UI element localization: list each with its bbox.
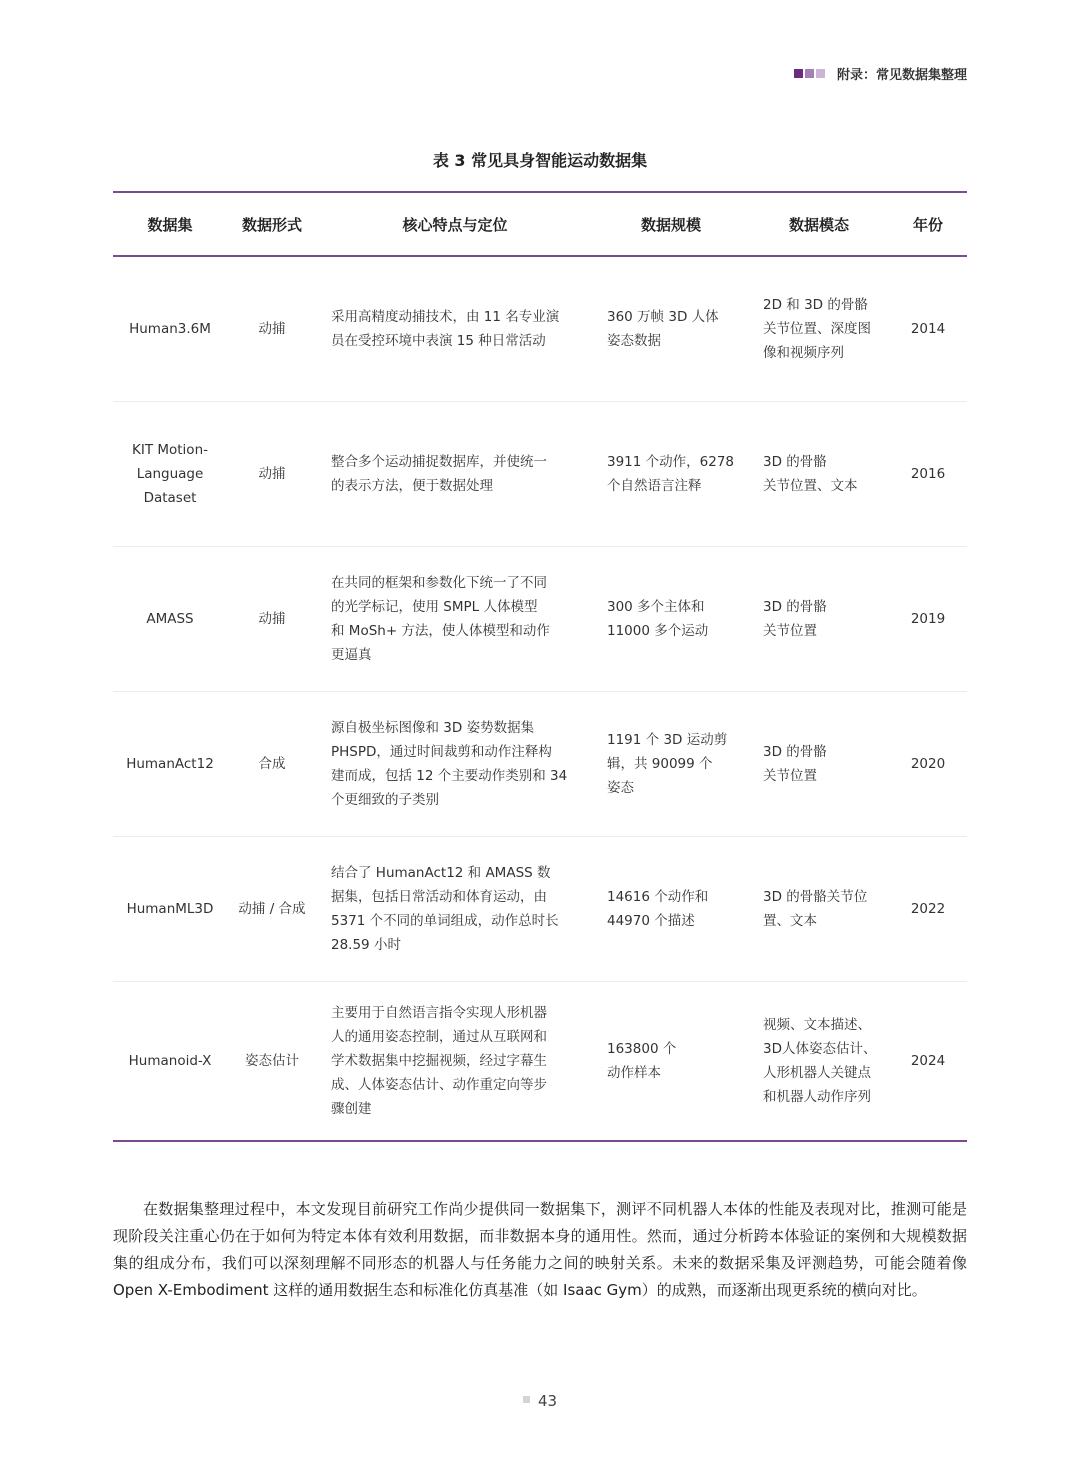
cell-form: 合成	[258, 756, 286, 772]
cell-features: 源自极坐标图像和 3D 姿势数据集 PHSPD，通过时间裁剪和动作注释构 建而成，包括 12 个主要动作类别和 34 个更细致的子类别	[331, 720, 568, 808]
cell-modality: 3D 的骨骼 关节位置	[763, 744, 827, 784]
cell-features: 采用高精度动捕技术，由 11 名专业演 员在受控环境中表演 15 种日常活动	[331, 309, 560, 349]
body-paragraph: 在数据集整理过程中，本文发现目前研究工作尚少提供同一数据集下，测评不同机器人本体的性能及表现对比，推测可能是现阶段关注重心仍在于如何为特定本体有效利用数据，而非数据本身的通用性。然而，通过分析跨本体验证的案例和大规模数据集的组成分布，我们可以深刻理解不同形态的机器人与任务能力之间的映射关系。未来的数据采集及评测趋势，可能会随着像 Open X-Embodiment 这样的通用数据生态和标准化仿真基准（如 Isaac Gym）的成熟，而逐渐出现更系统的横向对比。	[113, 1200, 967, 1299]
cell-dataset: Human3.6M	[129, 321, 211, 337]
header-square-icon	[794, 69, 803, 78]
page-header	[794, 64, 967, 83]
cell-dataset: AMASS	[146, 611, 194, 627]
cell-scale: 1191 个 3D 运动剪 辑，共 90099 个 姿态	[607, 732, 728, 796]
cell-features: 结合了 HumanAct12 和 AMASS 数 据集，包括日常活动和体育运动，由 5371 个不同的单词组成，动作总时长 28.59 小时	[331, 865, 559, 953]
column-header-scale: 数据规模	[593, 192, 749, 256]
cell-year: 2019	[910, 611, 946, 627]
cell-year: 2016	[910, 466, 946, 482]
table-title: 表 3 常见具身智能运动数据集	[432, 151, 648, 170]
cell-scale: 3911 个动作，6278 个自然语言注释	[607, 454, 735, 494]
cell-scale: 360 万帧 3D 人体 姿态数据	[607, 309, 719, 349]
column-header-form: 数据形式	[227, 192, 317, 256]
table-header-row	[113, 192, 967, 256]
cell-scale: 163800 个 动作样本	[607, 1041, 677, 1081]
page-number: 43	[537, 1392, 558, 1410]
cell-modality: 2D 和 3D 的骨骼 关节位置、深度图 像和视频序列	[763, 297, 871, 361]
table-row	[113, 982, 967, 1142]
column-header-dataset: 数据集	[113, 192, 227, 256]
column-header-features: 核心特点与定位	[317, 192, 593, 256]
cell-year: 2024	[910, 1053, 946, 1069]
cell-form: 动捕	[258, 466, 286, 482]
column-header-modality: 数据模态	[749, 192, 889, 256]
column-header-year: 年份	[889, 192, 967, 256]
cell-form: 动捕 / 合成	[238, 901, 306, 917]
cell-dataset: HumanML3D	[126, 901, 214, 917]
cell-dataset: KIT Motion- Language Dataset	[131, 442, 208, 506]
cell-features: 整合多个运动捕捉数据库，并使统一 的表示方法，便于数据处理	[331, 454, 547, 494]
cell-year: 2020	[910, 756, 946, 772]
cell-dataset: Humanoid-X	[128, 1053, 212, 1069]
cell-scale: 14616 个动作和 44970 个描述	[607, 889, 709, 929]
cell-form: 姿态估计	[245, 1053, 299, 1069]
cell-year: 2022	[910, 901, 946, 917]
table-row	[113, 402, 967, 547]
cell-year: 2014	[910, 321, 946, 337]
dataset-table	[113, 191, 967, 1142]
table-row	[113, 692, 967, 837]
footer-square-icon	[523, 1396, 530, 1403]
table-row	[113, 256, 967, 402]
table-row	[113, 837, 967, 982]
header-square-icon	[816, 69, 825, 78]
cell-modality: 3D 的骨骼关节位 置、文本	[763, 889, 868, 929]
cell-modality: 3D 的骨骼 关节位置	[763, 599, 827, 639]
dataset-table-wrapper	[113, 191, 967, 1142]
cell-modality: 视频、文本描述、 3D人体姿态估计、 人形机器人关键点 和机器人动作序列	[763, 1017, 877, 1105]
header-title: 附录：常见数据集整理	[836, 68, 967, 83]
cell-features: 主要用于自然语言指令实现人形机器 人的通用姿态控制，通过从互联网和 学术数据集中挖掘视频，经过字幕生 成、人体姿态估计、动作重定向等步 骤创建	[331, 1005, 547, 1117]
cell-dataset: HumanAct12	[126, 756, 214, 772]
cell-form: 动捕	[258, 321, 286, 337]
page-footer	[0, 1392, 1080, 1410]
cell-features: 在共同的框架和参数化下统一了不同 的光学标记，使用 SMPL 人体模型 和 MoSh+ 方法，使人体模型和动作 更逼真	[331, 575, 550, 663]
cell-modality: 3D 的骨骼 关节位置、文本	[763, 454, 858, 494]
cell-scale: 300 多个主体和 11000 多个运动	[607, 599, 709, 639]
cell-form: 动捕	[258, 611, 286, 627]
header-square-icon	[805, 69, 814, 78]
table-row	[113, 547, 967, 692]
